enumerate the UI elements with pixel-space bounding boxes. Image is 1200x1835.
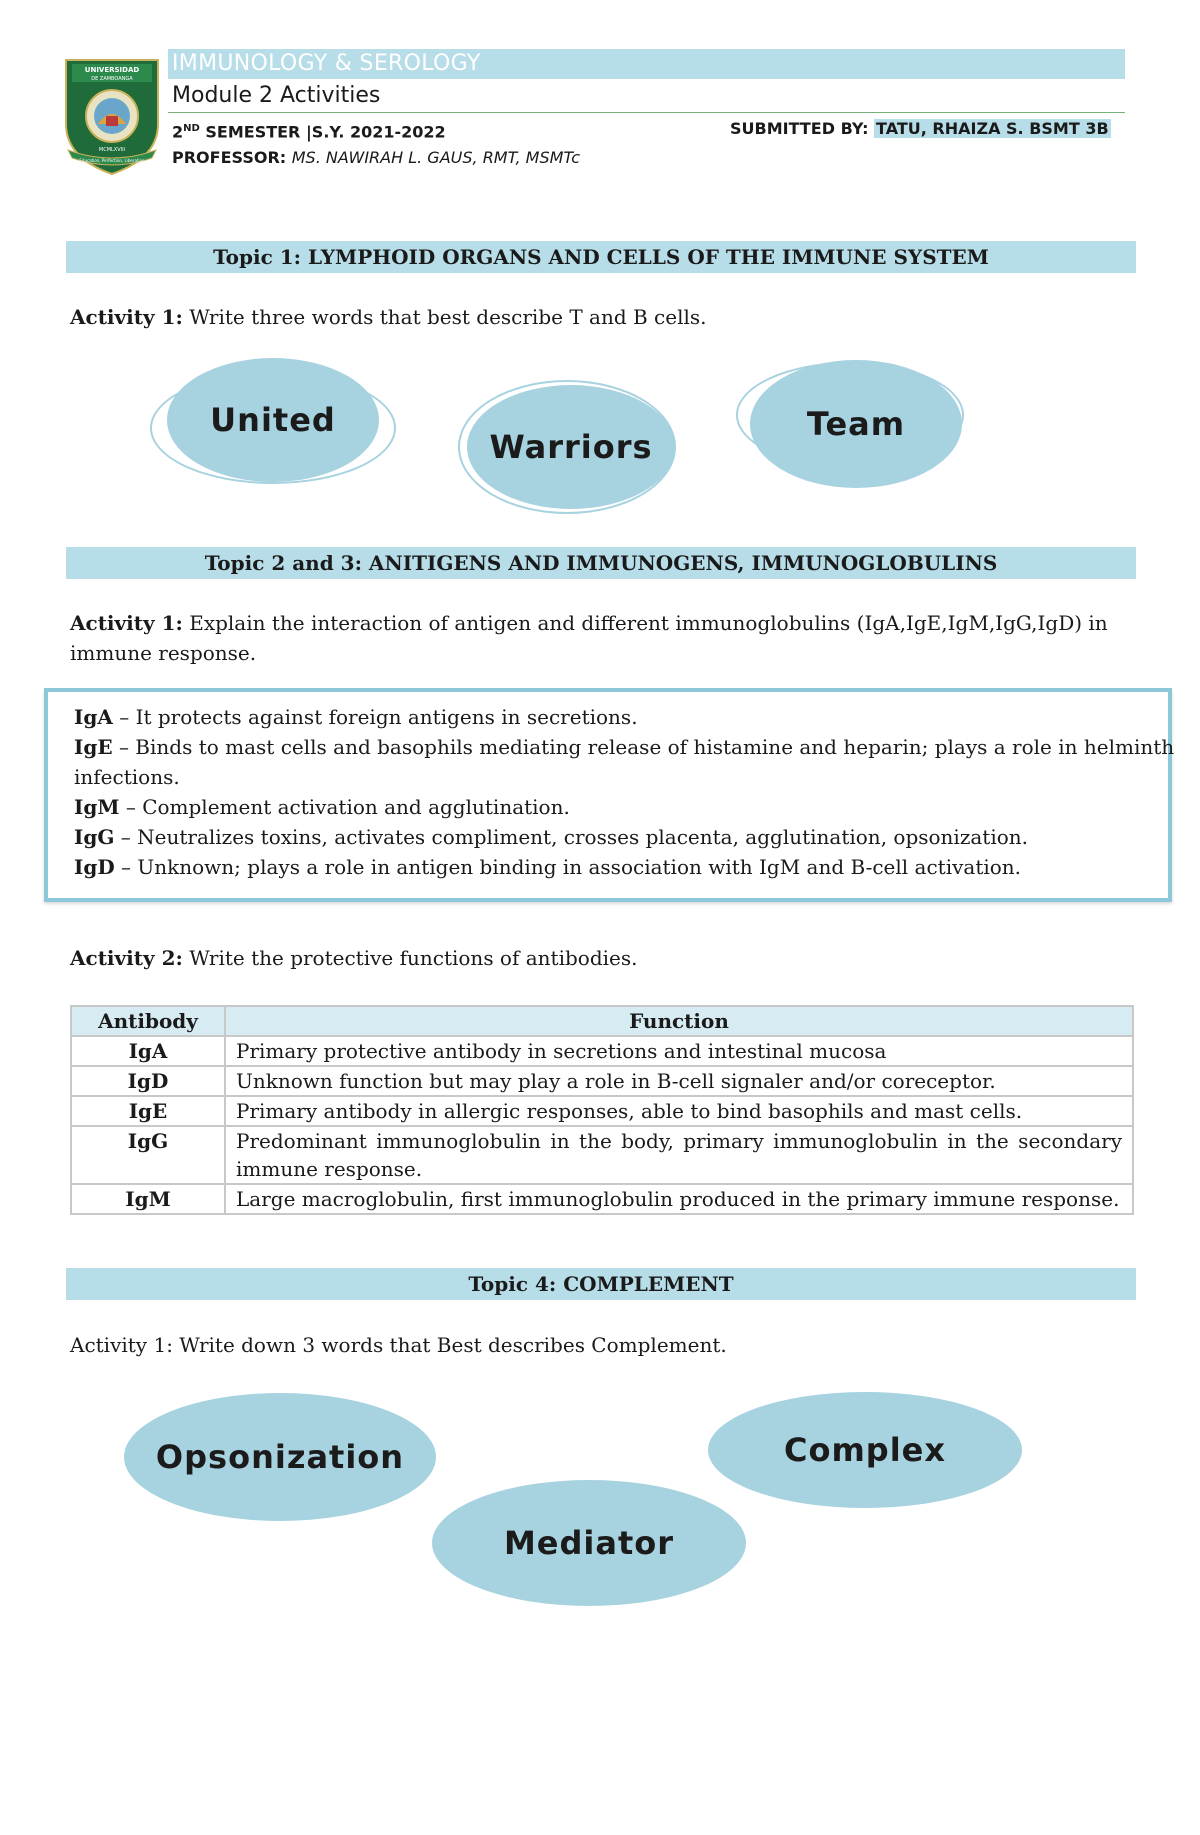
logo-year-text: MCMLXVIII <box>98 147 126 153</box>
word-united: United <box>210 401 336 439</box>
ig-name: IgG <box>74 825 115 849</box>
logo-university-text: UNIVERSIDAD <box>84 66 140 74</box>
ig-description: – It protects against foreign antigens in secretions. <box>112 705 638 729</box>
activity-instruction-cont: immune response. <box>70 641 257 665</box>
antibody-cell: IgM <box>71 1184 225 1214</box>
explanation-line-iga <box>74 702 638 732</box>
word-complex: Complex <box>783 1431 947 1469</box>
function-cell: Unknown function but may play a role in B-cell signaler and/or coreceptor. <box>225 1066 1133 1096</box>
topic-4-heading: Topic 4: COMPLEMENT <box>66 1268 1136 1300</box>
table-header-row <box>71 1006 1133 1036</box>
word-bubble-complex <box>708 1392 1022 1508</box>
professor-label: PROFESSOR: <box>172 148 292 167</box>
word-mediator: Mediator <box>503 1524 675 1562</box>
ig-description: – Complement activation and agglutination. <box>119 795 570 819</box>
table-row <box>71 1126 1133 1184</box>
ig-name: IgM <box>74 795 120 819</box>
table-row <box>71 1096 1133 1126</box>
logo-motto-text: Education, Perfection, Liberation <box>79 158 145 163</box>
ig-name: IgD <box>74 855 115 879</box>
explanation-line-igm <box>74 792 570 822</box>
submitted-by <box>730 117 1111 141</box>
topic-1-activity <box>70 302 1130 332</box>
professor-info <box>172 146 580 170</box>
table-row <box>71 1036 1133 1066</box>
activity-label: Activity 2: <box>70 946 183 970</box>
topic-2-activity-2 <box>70 943 1130 973</box>
topic-2-activity-1 <box>70 608 1130 668</box>
logo-zamboanga-text: DE ZAMBOANGA <box>91 76 133 82</box>
ig-description: – Binds to mast cells and basophils mediating release of histamine and heparin; plays a role in helminth <box>112 735 1175 759</box>
student-name: TATU, RHAIZA S. BSMT 3B <box>876 119 1109 138</box>
semester-number: 2 <box>172 122 184 142</box>
antibody-cell: IgE <box>71 1096 225 1126</box>
semester-suffix: ND <box>183 123 200 134</box>
topic-1-heading: Topic 1: LYMPHOID ORGANS AND CELLS OF THE IMMUNE SYSTEM <box>66 241 1136 273</box>
university-seal-logo <box>58 54 166 176</box>
explanation-line-ige <box>74 732 1174 762</box>
ig-description: – Unknown; plays a role in antigen binding in association with IgM and B-cell activation. <box>114 855 1022 879</box>
module-title: Module 2 Activities <box>172 83 381 108</box>
word-bubble-team <box>750 360 962 488</box>
table-row <box>71 1184 1133 1214</box>
activity-label: Activity 1: <box>70 305 183 329</box>
submitted-label: SUBMITTED BY: <box>730 119 875 138</box>
table-row <box>71 1066 1133 1096</box>
explanation-line-ige-cont <box>74 762 180 792</box>
word-opsonization: Opsonization <box>155 1438 405 1476</box>
function-cell: Primary protective antibody in secretions and intestinal mucosa <box>225 1036 1133 1066</box>
semester-text: SEMESTER |S.Y. 2021-2022 <box>199 122 446 142</box>
word-bubble-mediator <box>432 1480 746 1606</box>
function-cell: Predominant immunoglobulin in the body, primary immunoglobulin in the secondary immune response. <box>225 1126 1133 1184</box>
ig-name: IgE <box>74 735 113 759</box>
column-header-antibody: Antibody <box>71 1006 225 1036</box>
ig-name: IgA <box>74 705 113 729</box>
explanation-line-igd <box>74 852 1021 882</box>
activity-label: Activity 1: <box>70 611 183 635</box>
column-header-function: Function <box>225 1006 1133 1036</box>
function-cell: Large macroglobulin, first immunoglobulin produced in the primary immune response. <box>225 1184 1133 1214</box>
word-bubble-opsonization <box>124 1393 436 1521</box>
word-team: Team <box>806 405 906 443</box>
antibody-cell: IgG <box>71 1126 225 1184</box>
immunoglobulin-explanation-box <box>44 688 1175 902</box>
antibody-cell: IgD <box>71 1066 225 1096</box>
function-cell: Primary antibody in allergic responses, able to bind basophils and mast cells. <box>225 1096 1133 1126</box>
antibody-cell: IgA <box>71 1036 225 1066</box>
activity-instruction: Explain the interaction of antigen and different immunoglobulins (IgA,IgE,IgM,IgG,IgD) in <box>182 611 1108 635</box>
semester-info <box>172 117 446 144</box>
ig-description: – Neutralizes toxins, activates compliment, crosses placenta, agglutination, opsonization. <box>114 825 1029 849</box>
topic-2-3-heading: Topic 2 and 3: ANITIGENS AND IMMUNOGENS, IMMUNOGLOBULINS <box>66 547 1136 579</box>
activity-instruction: Write the protective functions of antibodies. <box>182 946 638 970</box>
word-bubble-united <box>167 358 379 482</box>
header-divider <box>168 112 1125 113</box>
word-bubble-warriors <box>467 385 675 509</box>
activity-instruction: Write three words that best describe T and B cells. <box>182 305 707 329</box>
antibody-function-table <box>70 1005 1134 1215</box>
word-warriors: Warriors <box>489 428 653 466</box>
ig-description: infections. <box>74 765 180 789</box>
professor-name: MS. NAWIRAH L. GAUS, RMT, MSMTc <box>291 148 581 167</box>
course-title: IMMUNOLOGY & SEROLOGY <box>172 51 481 76</box>
explanation-line-igg <box>74 822 1028 852</box>
topic-4-activity: Activity 1: Write down 3 words that Best describes Complement. <box>70 1333 727 1357</box>
